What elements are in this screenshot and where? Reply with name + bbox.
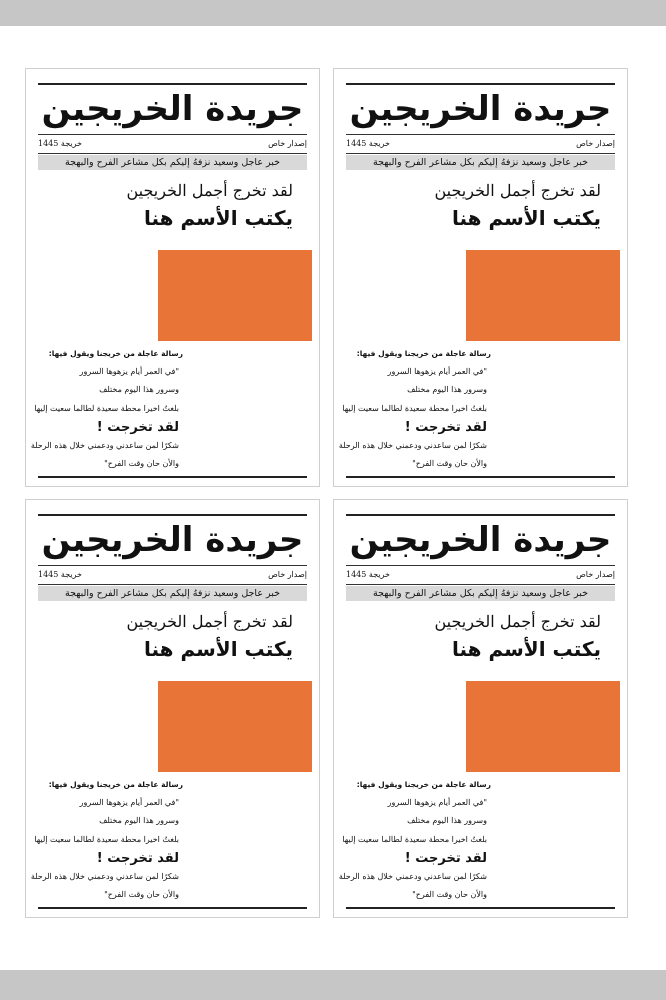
top-rule [346,83,615,85]
divider [38,565,307,566]
masthead-title: جريدة الخريجين [41,520,304,560]
message-line-4: شكرًا لمن ساعدني ودعمني خلال هذه الرحلة [338,872,487,881]
breaking-news-banner: خبر عاجل وسعيد نزفهُ إليكم بكل مشاعر الفرح والبهجة [38,155,307,170]
masthead-title: جريدة الخريجين [41,89,304,129]
issue-label: إصدار خاص [268,139,307,148]
message-line-5: والأن حان وقت الفرح" [412,890,487,899]
newspaper-card-top-right [333,68,628,487]
photo-placeholder [158,681,312,772]
photo-placeholder [466,250,620,341]
you-graduated-heading: لقد تخرجت ! [96,851,179,866]
top-gutter [0,0,666,26]
bottom-gutter [0,970,666,1000]
bottom-rule [38,476,307,478]
graduation-headline: لقد تخرج أجمل الخريجين [434,612,601,631]
message-line-3: بلغتُ اخيرا محطة سعيدة لطالما سعيت إليها [34,404,179,413]
message-line-5: والأن حان وقت الفرح" [412,459,487,468]
message-line-1: "في العمر أيام يزهوها السرور [79,367,179,376]
graduation-headline: لقد تخرج أجمل الخريجين [434,181,601,200]
bottom-rule [346,476,615,478]
graduate-name: يكتب الأسم هنا [143,206,293,230]
year-label: خريجة 1445 [346,570,390,579]
breaking-news-banner: خبر عاجل وسعيد نزفهُ إليكم بكل مشاعر الفرح والبهجة [38,586,307,601]
you-graduated-heading: لقد تخرجت ! [404,420,487,435]
issue-meta [38,137,307,151]
message-heading: رسالة عاجلة من خريجنا ويقول فيها: [356,780,491,789]
masthead-title: جريدة الخريجين [349,520,612,560]
year-label: خريجة 1445 [38,139,82,148]
divider [346,153,615,154]
message-line-3: بلغتُ اخيرا محطة سعيدة لطالما سعيت إليها [342,835,487,844]
message-heading: رسالة عاجلة من خريجنا ويقول فيها: [48,349,183,358]
you-graduated-heading: لقد تخرجت ! [96,420,179,435]
top-rule [38,514,307,516]
message-line-2: وسرور هذا اليوم مختلف [99,816,179,825]
message-heading: رسالة عاجلة من خريجنا ويقول فيها: [356,349,491,358]
message-line-1: "في العمر أيام يزهوها السرور [387,367,487,376]
message-heading: رسالة عاجلة من خريجنا ويقول فيها: [48,780,183,789]
masthead-title: جريدة الخريجين [349,89,612,129]
graduate-name: يكتب الأسم هنا [451,637,601,661]
newspaper-card-bottom-left [25,499,320,918]
photo-placeholder [466,681,620,772]
issue-label: إصدار خاص [268,570,307,579]
top-rule [38,83,307,85]
newspaper-card-bottom-right [333,499,628,918]
message-line-1: "في العمر أيام يزهوها السرور [79,798,179,807]
message-line-5: والأن حان وقت الفرح" [104,459,179,468]
breaking-news-banner: خبر عاجل وسعيد نزفهُ إليكم بكل مشاعر الفرح والبهجة [346,155,615,170]
divider [38,584,307,585]
issue-meta [346,137,615,151]
divider [38,153,307,154]
message-line-4: شكرًا لمن ساعدني ودعمني خلال هذه الرحلة [30,441,179,450]
issue-meta [38,568,307,582]
graduate-name: يكتب الأسم هنا [143,637,293,661]
top-rule [346,514,615,516]
graduation-headline: لقد تخرج أجمل الخريجين [126,612,293,631]
graduate-name: يكتب الأسم هنا [451,206,601,230]
message-line-2: وسرور هذا اليوم مختلف [407,385,487,394]
message-line-4: شكرًا لمن ساعدني ودعمني خلال هذه الرحلة [338,441,487,450]
you-graduated-heading: لقد تخرجت ! [404,851,487,866]
bottom-rule [38,907,307,909]
year-label: خريجة 1445 [38,570,82,579]
message-line-2: وسرور هذا اليوم مختلف [99,385,179,394]
issue-label: إصدار خاص [576,139,615,148]
year-label: خريجة 1445 [346,139,390,148]
photo-placeholder [158,250,312,341]
divider [346,134,615,135]
issue-label: إصدار خاص [576,570,615,579]
breaking-news-banner: خبر عاجل وسعيد نزفهُ إليكم بكل مشاعر الفرح والبهجة [346,586,615,601]
message-line-4: شكرًا لمن ساعدني ودعمني خلال هذه الرحلة [30,872,179,881]
graduation-headline: لقد تخرج أجمل الخريجين [126,181,293,200]
divider [38,134,307,135]
message-line-5: والأن حان وقت الفرح" [104,890,179,899]
issue-meta [346,568,615,582]
divider [346,565,615,566]
message-line-1: "في العمر أيام يزهوها السرور [387,798,487,807]
bottom-rule [346,907,615,909]
message-line-3: بلغتُ اخيرا محطة سعيدة لطالما سعيت إليها [342,404,487,413]
newspaper-card-top-left [25,68,320,487]
message-line-3: بلغتُ اخيرا محطة سعيدة لطالما سعيت إليها [34,835,179,844]
message-line-2: وسرور هذا اليوم مختلف [407,816,487,825]
divider [346,584,615,585]
